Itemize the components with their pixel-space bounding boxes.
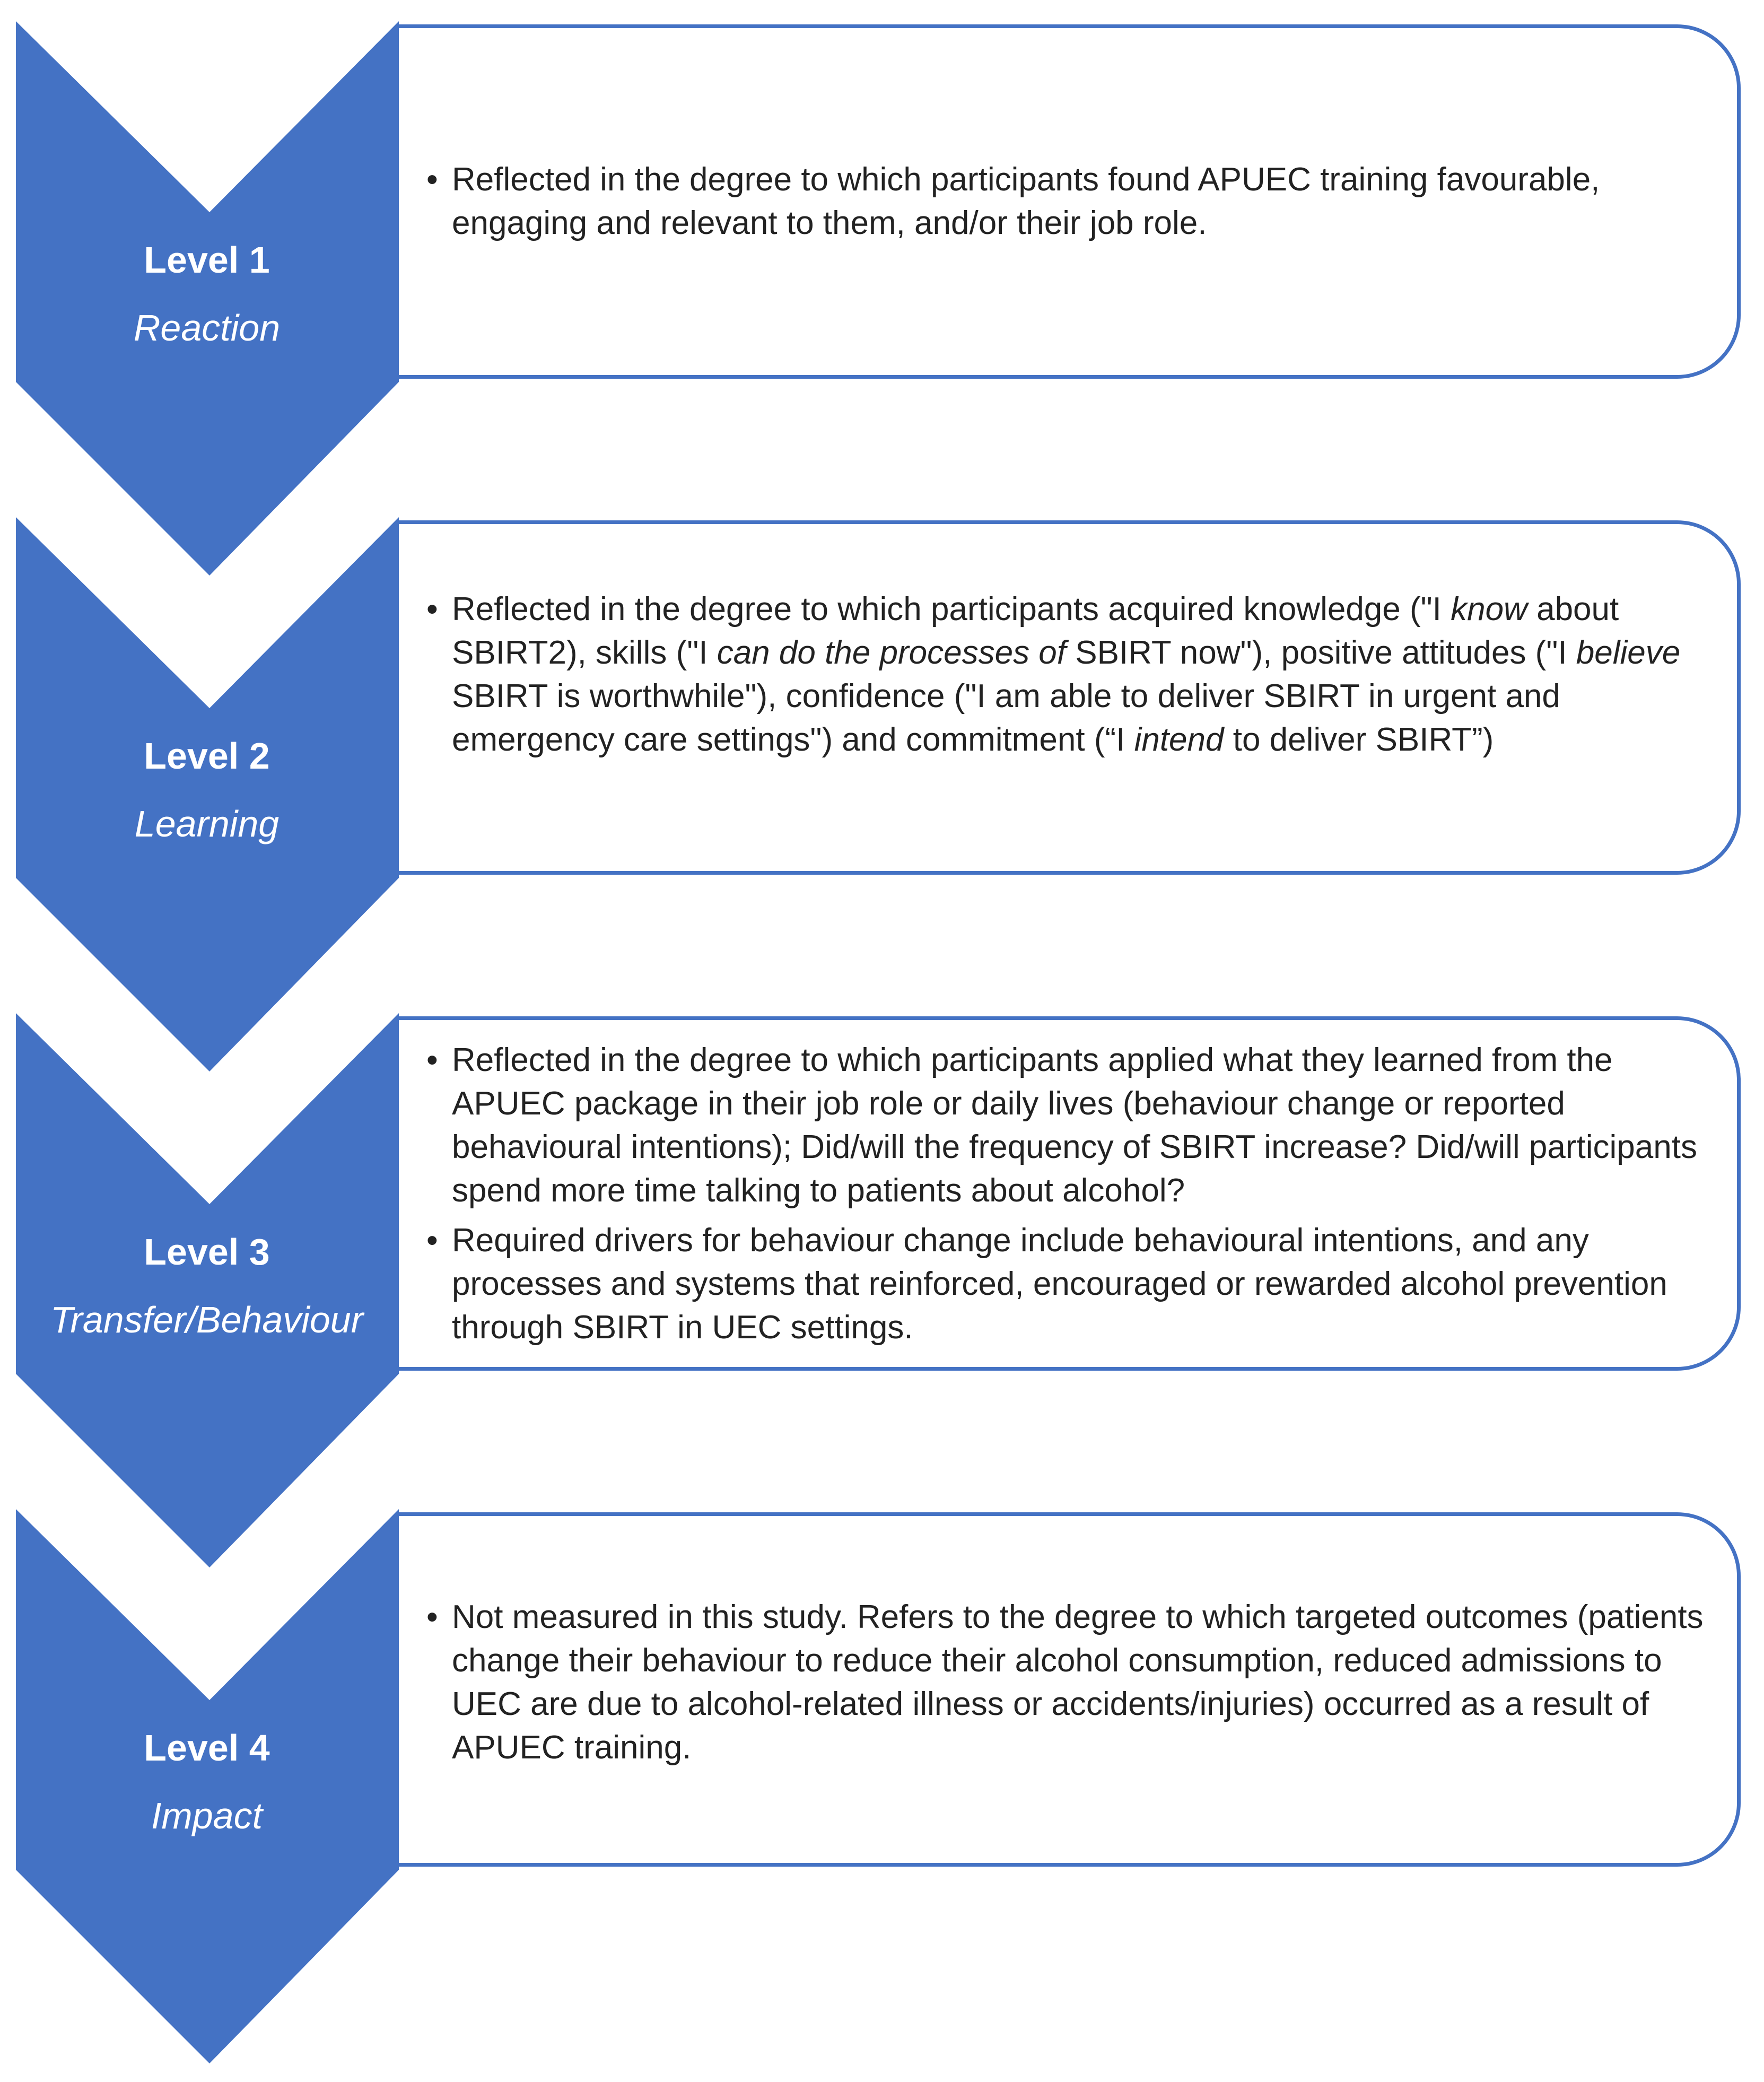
- level-1-description-box: [399, 24, 1741, 379]
- emphasis-text: know: [1451, 591, 1527, 628]
- level-1-bullet-1: [426, 158, 1710, 245]
- bullet-text: Not measured in this study. Refers to the degree to which targeted outcomes (patients change their behaviour to reduce their alcohol consumption, reduced admissions to UEC are due to alcohol-related illness or accidents/injuries) occurred as a result of APUEC training.: [452, 1599, 1704, 1766]
- level-1-number: Level 1: [144, 239, 270, 281]
- level-2-name: Learning: [134, 803, 280, 844]
- level-1-name: Reaction: [133, 307, 281, 349]
- bullet-text: Reflected in the degree to which participants acquired knowledge ("I: [452, 591, 1451, 628]
- level-1-bullets: [426, 158, 1710, 251]
- bullet-text: SBIRT is worthwhile"), confidence ("I am able to deliver SBIRT in urgent and emergency care settings") and commitment (“I: [452, 678, 1560, 758]
- level-3-row: [0, 1013, 1764, 1586]
- level-4-row: [0, 1509, 1764, 2082]
- level-3-bullet-2: [426, 1219, 1710, 1349]
- emphasis-text: believe: [1576, 634, 1681, 671]
- level-3-name: Transfer/Behaviour: [50, 1299, 364, 1340]
- level-3-number: Level 3: [144, 1231, 270, 1273]
- level-2-row: [0, 517, 1764, 1090]
- level-4-label: [16, 1727, 398, 1837]
- level-4-bullets: [426, 1596, 1710, 1776]
- level-3-bullet-1: [426, 1039, 1710, 1213]
- level-2-bullet-1: [426, 588, 1710, 762]
- level-1-row: [0, 21, 1764, 594]
- level-1-label: [16, 239, 398, 349]
- level-4-description-box: [399, 1512, 1741, 1867]
- emphasis-text: intend: [1134, 721, 1224, 758]
- bullet-text: Reflected in the degree to which participants applied what they learned from the APUEC package in their job role or daily lives (behaviour change or reported behavioural intentions); Did/will the frequency of SBIRT increase? Did/will participants spend more time talking to patients about alcohol?: [452, 1042, 1697, 1209]
- bullet-text: Reflected in the degree to which participants found APUEC training favourable, engaging and relevant to them, and/or their job role.: [452, 161, 1600, 241]
- emphasis-text: can do the processes of: [717, 634, 1066, 671]
- level-4-bullet-1: [426, 1596, 1710, 1770]
- level-3-bullets: [426, 1039, 1710, 1356]
- level-2-bullets: [426, 588, 1710, 768]
- level-2-number: Level 2: [144, 735, 270, 777]
- level-2-label: [16, 735, 398, 845]
- level-2-description-box: [399, 520, 1741, 875]
- bullet-text: Required drivers for behaviour change include behavioural intentions, and any processes and systems that reinforced, encouraged or rewarded alcohol prevention through SBIRT in UEC settings.: [452, 1222, 1667, 1346]
- bullet-text: SBIRT now"), positive attitudes ("I: [1066, 634, 1576, 671]
- level-3-description-box: [399, 1016, 1741, 1371]
- bullet-text: to deliver SBIRT”): [1224, 721, 1494, 758]
- level-4-number: Level 4: [144, 1727, 270, 1769]
- level-4-name: Impact: [151, 1795, 263, 1836]
- level-3-label: [16, 1231, 398, 1341]
- bullet-text: about SBIRT2), skills ("I: [452, 591, 1619, 671]
